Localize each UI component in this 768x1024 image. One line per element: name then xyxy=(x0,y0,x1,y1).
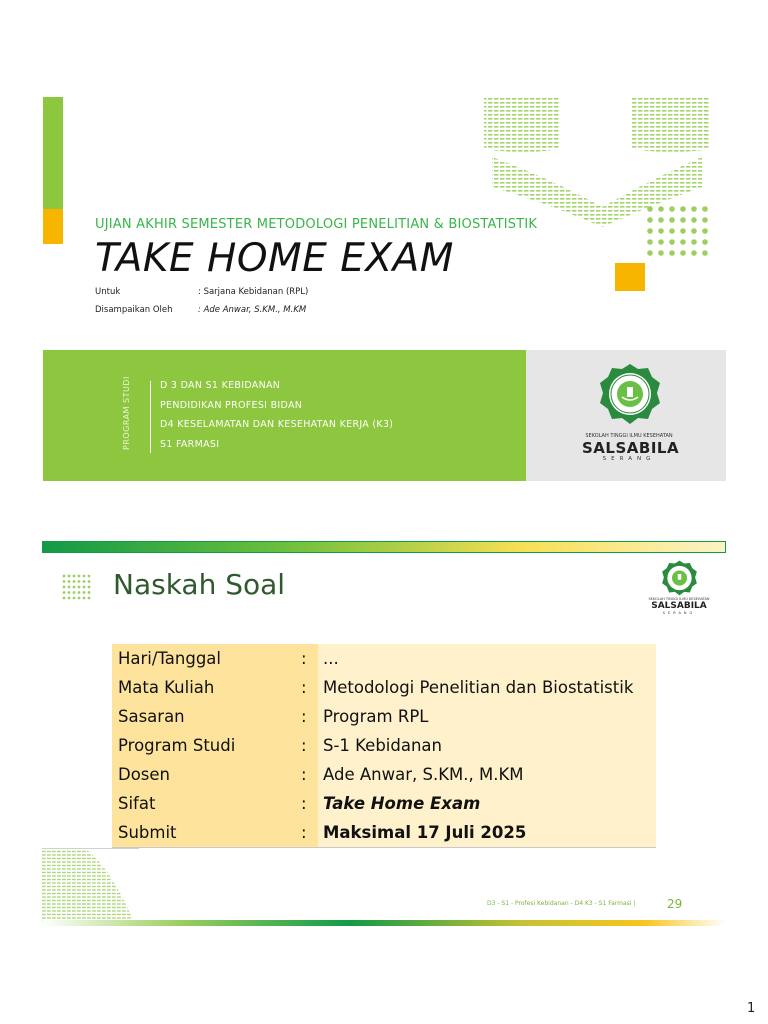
dot xyxy=(68,586,71,589)
program-item: S1 FARMASI xyxy=(160,438,220,450)
page-number: 1 xyxy=(747,1001,756,1016)
dot xyxy=(647,217,653,223)
row-separator: : xyxy=(301,818,318,848)
dot xyxy=(680,250,686,256)
footer-text: D3 - S1 - Profesi Kebidanan - D4 K3 - S1 Farmasi | xyxy=(487,900,636,907)
row-value: S-1 Kebidanan xyxy=(318,731,656,760)
row-label: Submit xyxy=(112,818,301,848)
decor-green-bar xyxy=(43,97,63,209)
dot xyxy=(68,591,71,594)
table-row xyxy=(112,644,656,673)
exam-subtitle: UJIAN AKHIR SEMESTER METODOLOGI PENELITIAN & BIOSTATISTIK xyxy=(95,217,538,232)
row-separator: : xyxy=(301,789,318,818)
exam-title: TAKE HOME EXAM xyxy=(95,236,454,281)
salsabila-logo-small-icon xyxy=(661,560,698,596)
dot xyxy=(88,586,91,589)
dot xyxy=(88,591,91,594)
program-list xyxy=(160,380,393,458)
table-row xyxy=(112,731,656,760)
dot xyxy=(78,586,81,589)
dot xyxy=(73,597,76,600)
dot xyxy=(658,239,664,245)
row-label: Hari/Tanggal xyxy=(112,644,301,673)
row-value: Maksimal 17 Juli 2025 xyxy=(318,818,656,848)
dot xyxy=(702,228,708,234)
dot xyxy=(658,228,664,234)
program-item: D4 KESELAMATAN DAN KESEHATAN KERJA (K3) xyxy=(160,419,394,430)
row-separator: : xyxy=(301,702,318,731)
dot xyxy=(83,597,86,600)
row-label: Sasaran xyxy=(112,702,301,731)
meta-label: Disampaikan Oleh xyxy=(95,305,173,315)
dot xyxy=(691,217,697,223)
dot xyxy=(658,206,664,212)
dot xyxy=(658,217,664,223)
logo-caption-name: SALSABILA xyxy=(651,601,707,611)
program-item: D 3 DAN S1 KEBIDANAN xyxy=(160,380,281,391)
dot xyxy=(78,597,81,600)
row-label: Program Studi xyxy=(112,731,301,760)
dot xyxy=(83,575,86,578)
row-separator: : xyxy=(301,760,318,789)
divider xyxy=(42,848,139,849)
footer-gradient-bar xyxy=(42,920,726,926)
dot xyxy=(691,250,697,256)
table-row xyxy=(112,789,656,818)
meta-value: : Ade Anwar, S.KM., M.KM xyxy=(198,305,307,315)
dot xyxy=(63,575,66,578)
slide-title: Naskah Soal xyxy=(113,568,286,601)
dot xyxy=(88,597,91,600)
slide-number: 29 xyxy=(667,897,683,911)
table-row xyxy=(112,702,656,731)
dot xyxy=(680,228,686,234)
dot xyxy=(680,217,686,223)
dot xyxy=(83,586,86,589)
meta-row-untuk xyxy=(95,287,309,297)
decor-yellow-square xyxy=(615,263,645,291)
dot xyxy=(647,206,653,212)
program-item: PENDIDIKAN PROFESI BIDAN xyxy=(160,399,303,411)
dot xyxy=(669,250,675,256)
logo-caption-city: SERANG xyxy=(662,611,696,615)
dot xyxy=(78,591,81,594)
dot xyxy=(88,575,91,578)
dot xyxy=(83,580,86,583)
row-value: Metodologi Penelitian dan Biostatistik xyxy=(318,673,656,702)
dot xyxy=(691,239,697,245)
dot xyxy=(68,575,71,578)
logo-caption-city: SERANG xyxy=(602,456,656,462)
table-row xyxy=(112,818,656,848)
dot xyxy=(63,597,66,600)
dot-pattern-decoration xyxy=(482,97,712,267)
dot xyxy=(78,580,81,583)
dot xyxy=(669,206,675,212)
row-value: Ade Anwar, S.KM., M.KM xyxy=(318,760,656,789)
dot xyxy=(647,228,653,234)
row-label: Dosen xyxy=(112,760,301,789)
dot xyxy=(702,206,708,212)
dot xyxy=(73,586,76,589)
dot xyxy=(680,206,686,212)
row-label: Mata Kuliah xyxy=(112,673,301,702)
dot xyxy=(73,591,76,594)
meta-row-disampaikan xyxy=(95,305,307,315)
logo-caption-institution: SEKOLAH TINGGI ILMU KESEHATAN xyxy=(585,433,673,439)
dot xyxy=(658,250,664,256)
dot xyxy=(88,580,91,583)
meta-value: : Sarjana Kebidanan (RPL) xyxy=(198,287,309,297)
dot xyxy=(83,591,86,594)
dot xyxy=(63,580,66,583)
header-gradient-bar xyxy=(42,541,726,553)
dot xyxy=(647,239,653,245)
dot xyxy=(680,239,686,245)
dot xyxy=(702,217,708,223)
dot xyxy=(68,580,71,583)
program-studi-label: PROGRAM STUDI xyxy=(122,376,131,450)
dot xyxy=(702,239,708,245)
row-value: Program RPL xyxy=(318,702,656,731)
dot xyxy=(73,575,76,578)
dot xyxy=(669,228,675,234)
row-value: Take Home Exam xyxy=(318,789,656,818)
logo-caption-institution: SEKOLAH TINGGI ILMU KESEHATAN xyxy=(648,597,710,601)
divider xyxy=(150,381,151,453)
table-row xyxy=(112,760,656,789)
dot xyxy=(73,580,76,583)
dot xyxy=(63,591,66,594)
dot xyxy=(702,250,708,256)
dot xyxy=(78,575,81,578)
row-value: ... xyxy=(318,644,656,673)
row-label: Sifat xyxy=(112,789,301,818)
dot xyxy=(669,239,675,245)
decor-yellow-bar xyxy=(43,209,63,244)
dot xyxy=(63,586,66,589)
row-separator: : xyxy=(301,731,318,760)
text-pattern-decoration xyxy=(42,850,138,922)
meta-label: Untuk xyxy=(95,287,121,297)
logo-caption-name: SALSABILA xyxy=(582,439,680,457)
dot xyxy=(68,597,71,600)
dot-grid-icon xyxy=(62,574,92,602)
dot xyxy=(647,250,653,256)
dot xyxy=(691,228,697,234)
exam-info-table xyxy=(112,644,656,848)
table-row xyxy=(112,673,656,702)
salsabila-logo-icon xyxy=(598,363,662,425)
dot xyxy=(669,217,675,223)
row-separator: : xyxy=(301,673,318,702)
row-separator: : xyxy=(301,644,318,673)
dot xyxy=(691,206,697,212)
